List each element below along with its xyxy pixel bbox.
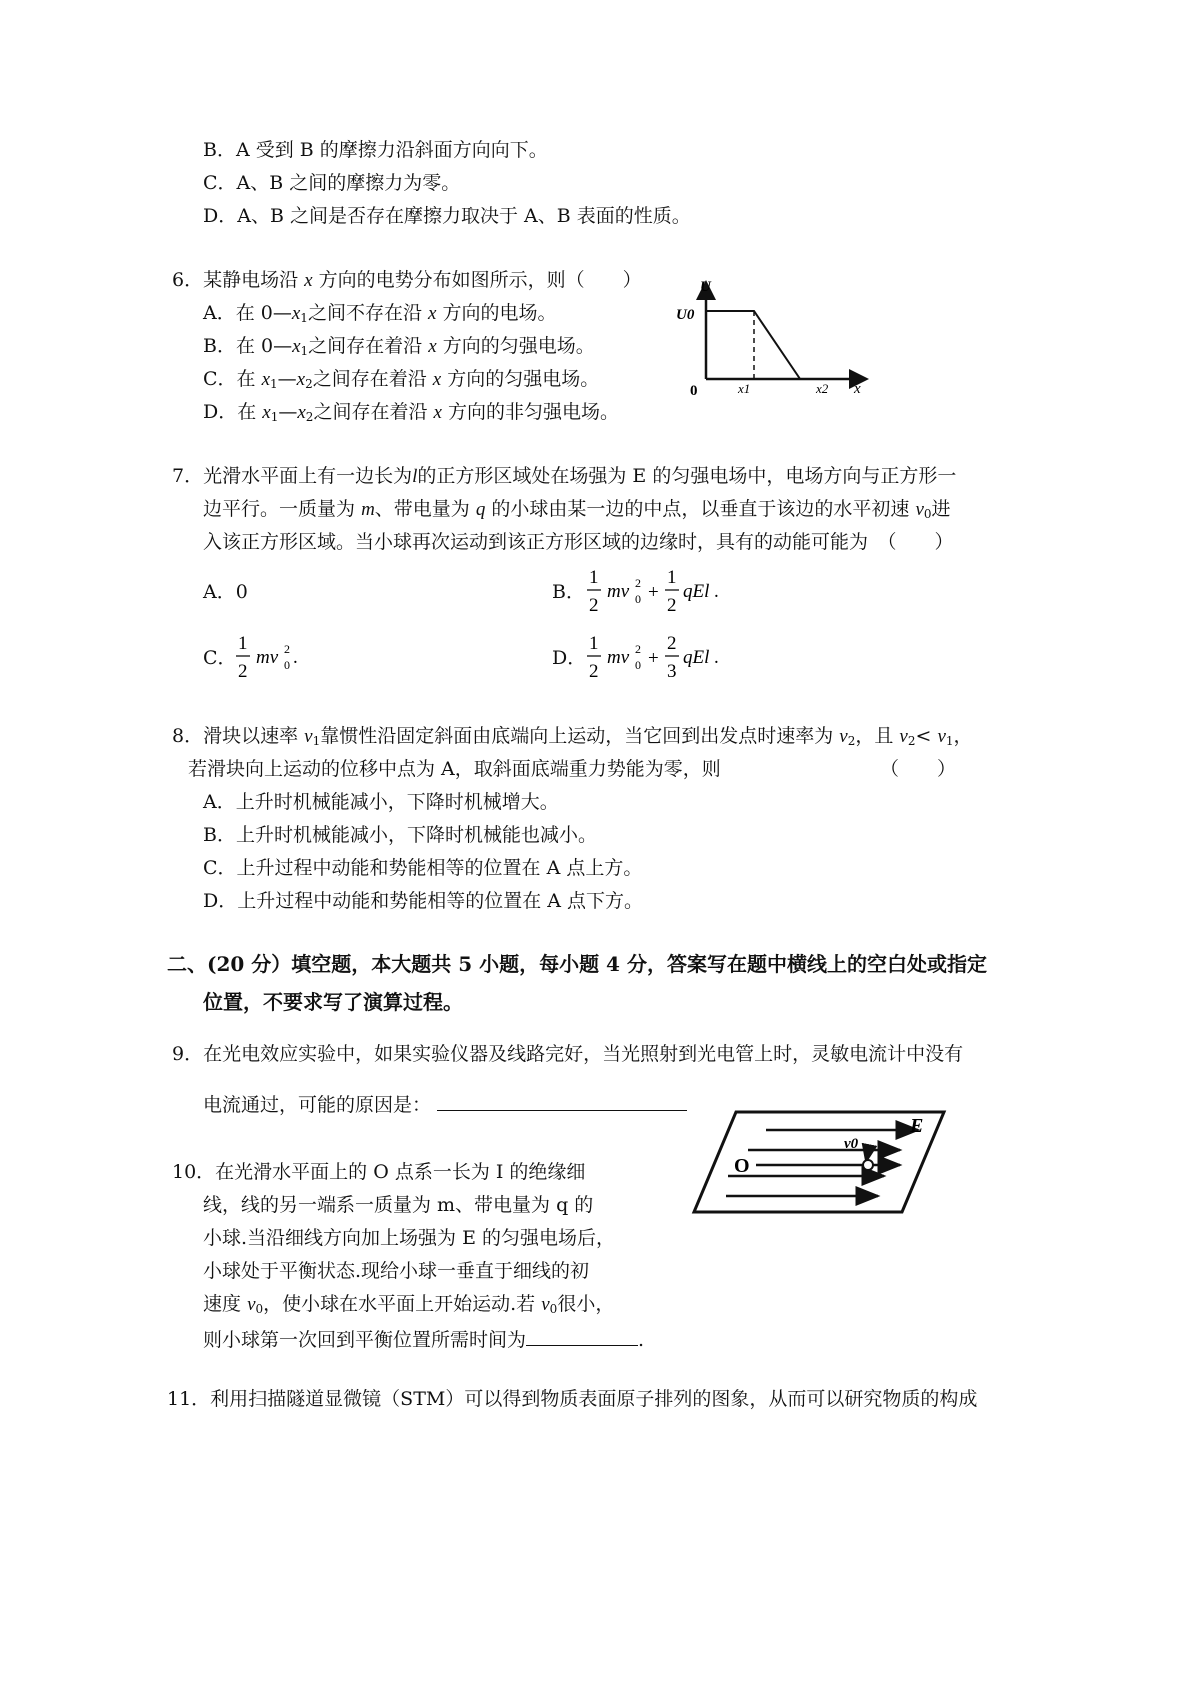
svg-text:2: 2: [667, 633, 677, 654]
q7-line3: 入该正方形区域。当小球再次运动到该正方形区域的边缘时，具有的动能可能为 （ ）: [203, 531, 954, 553]
q6-option-a: A．在 $0—x_1$之间不存在沿 x 方向的电场。: [203, 302, 557, 325]
svg-text:0: 0: [284, 658, 290, 672]
q5-option-c: C．A、B 之间的摩擦力为零。: [203, 172, 461, 194]
svg-text:2: 2: [589, 661, 599, 682]
svg-text:mv: mv: [256, 647, 279, 668]
q10-line2: 线，线的另一端系一质量为 m、带电量为 q 的: [203, 1194, 594, 1216]
q7-option-a: A．0: [203, 581, 248, 603]
svg-text:1: 1: [238, 633, 248, 654]
origin-o-label: O: [734, 1155, 750, 1177]
svg-text:0: 0: [635, 658, 641, 672]
q6-option-c: C．在 $x_1—x_2$之间存在着沿 x 方向的匀强电场。: [203, 368, 600, 391]
q11-line1: 11．利用扫描隧道显微镜（STM）可以得到物质表面原子排列的图象，从而可以研究物质的构成: [167, 1388, 978, 1410]
q7-option-d-expr: [585, 631, 735, 692]
q9-line1: 9．在光电效应实验中，如果实验仪器及线路完好，当光照射到光电管上时，灵敏电流计中没有: [172, 1043, 964, 1065]
svg-text:2: 2: [589, 595, 599, 616]
svg-text:mv: mv: [607, 581, 630, 602]
q8-line2: 若滑块向上运动的位移中点为 A，取斜面底端重力势能为零，则: [188, 758, 721, 780]
u-axis-label: U: [700, 279, 711, 295]
section2-heading-line1: 二、(20 分）填空题，本大题共 5 小题，每小题 4 分，答案写在题中横线上的空白处或指定: [167, 952, 987, 976]
q10-field-figure: [688, 1108, 950, 1220]
svg-text:mv: mv: [607, 647, 630, 668]
x2-label: x2: [816, 381, 829, 396]
q7-line1: 7．光滑水平面上有一边长为l的正方形区域处在场强为 E 的匀强电场中，电场方向与正方形一: [172, 465, 957, 487]
svg-text:.: .: [714, 581, 719, 602]
svg-text:+: +: [648, 648, 659, 669]
q8-option-c: C．上升过程中动能和势能相等的位置在 A 点上方。: [203, 857, 643, 879]
svg-text:+: +: [648, 582, 659, 603]
q10-line6: 则小球第一次回到平衡位置所需时间为 .: [203, 1325, 644, 1352]
q7-option-c-label: C．: [203, 647, 237, 669]
q8-option-a: A．上升时机械能减小，下降时机械增大。: [203, 791, 559, 813]
q5-option-d: D．A、B 之间是否存在摩擦力取决于 A、B 表面的性质。: [203, 205, 691, 227]
svg-text:2: 2: [284, 642, 290, 656]
charged-ball: [863, 1160, 873, 1170]
svg-text:qEl: qEl: [683, 647, 710, 668]
v0-label: v0: [844, 1136, 859, 1152]
origin-label: 0: [690, 383, 698, 399]
svg-text:0: 0: [635, 592, 641, 606]
svg-text:1: 1: [589, 633, 599, 654]
svg-text:2: 2: [635, 642, 641, 656]
q10-line4: 小球处于平衡状态.现给小球一垂直于细线的初: [203, 1260, 590, 1282]
field-label: E: [910, 1115, 924, 1137]
q7-option-b-label: B．: [552, 581, 585, 603]
q10-line3: 小球.当沿细线方向加上场强为 E 的匀强电场后，: [203, 1227, 615, 1249]
q6-option-b: B．在 $0—x_1$之间存在着沿 x 方向的匀强电场。: [203, 335, 595, 358]
q8-option-b: B．上升时机械能减小，下降时机械能也减小。: [203, 824, 597, 846]
q5-option-b: B．A 受到 B 的摩擦力沿斜面方向向下。: [203, 139, 548, 161]
q8-line1: 8．滑块以速率 $v_1$靠惯性沿固定斜面由底端向上运动，当它回到出发点时速率为 $v_2$，且 $v_2< v_1$，: [172, 725, 973, 748]
svg-text:2: 2: [635, 576, 641, 590]
svg-text:.: .: [293, 647, 298, 668]
svg-text:.: .: [714, 647, 719, 668]
svg-text:2: 2: [667, 595, 677, 616]
svg-text:1: 1: [667, 567, 677, 588]
q7-option-d-label: D．: [552, 647, 587, 669]
svg-text:2: 2: [238, 661, 248, 682]
q10-line5: 速度 $v_0$，使小球在水平面上开始运动.若 $v_0$很小，: [203, 1293, 615, 1316]
section2-heading-line2: 位置，不要求写了演算过程。: [203, 990, 463, 1014]
x-axis-label: x: [854, 381, 861, 397]
svg-text:1: 1: [589, 567, 599, 588]
q6-stem: 6．某静电场沿 x 方向的电势分布如图所示，则（ ）: [172, 269, 642, 291]
u0-label: U0: [676, 307, 695, 323]
q7-option-b-expr: [585, 565, 735, 626]
q9-line2: 电流通过，可能的原因是：: [203, 1090, 687, 1117]
q10-answer-blank[interactable]: [526, 1325, 638, 1346]
q7-line2: 边平行。一质量为 m、带电量为 q 的小球由某一边的中点，以垂直于该边的水平初速 $v_0$进: [203, 498, 951, 521]
q6-option-d: D．在 $x_1—x_2$之间存在着沿 x 方向的非匀强电场。: [203, 401, 619, 424]
svg-text:3: 3: [667, 661, 677, 682]
q8-option-d: D．上升过程中动能和势能相等的位置在 A 点下方。: [203, 890, 644, 912]
q7-option-c-expr: [234, 631, 314, 692]
potential-curve: [706, 311, 800, 379]
q9-answer-blank[interactable]: [437, 1090, 687, 1111]
q8-answer-paren: （ ）: [880, 758, 957, 780]
x1-label: x1: [738, 381, 751, 396]
svg-text:qEl: qEl: [683, 581, 710, 602]
q10-line1: 10．在光滑水平面上的 O 点系一长为 I 的绝缘细: [172, 1161, 586, 1183]
potential-graph: [672, 275, 882, 400]
